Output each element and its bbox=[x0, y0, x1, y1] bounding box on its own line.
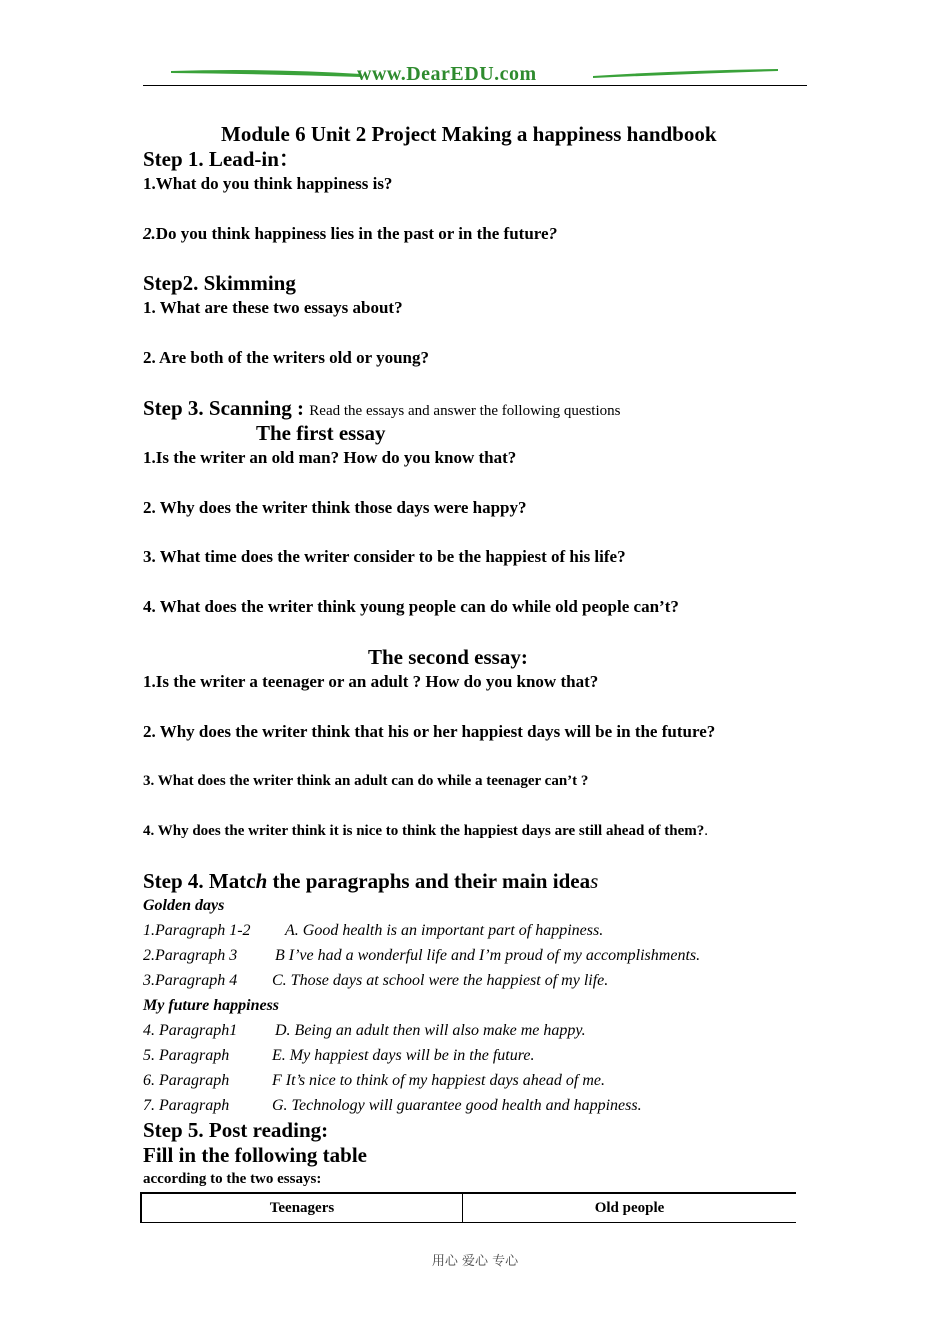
step2-heading: Step2. Skimming bbox=[143, 271, 296, 295]
step1-heading: Step 1. Lead-in： bbox=[143, 147, 300, 171]
step4-heading-part-c: the paragraphs and their main idea bbox=[267, 869, 591, 893]
match-row-paragraph: 4. Paragraph1 bbox=[143, 1022, 238, 1039]
match-group-future-happiness: My future happiness bbox=[143, 997, 280, 1014]
first-essay-question-1: 1.Is the writer an old man? How do you know that? bbox=[143, 448, 517, 467]
q2-text: Do you think happiness lies in the past or in the future bbox=[155, 224, 549, 243]
step4-heading-part-a: Step 4. Matc bbox=[143, 869, 256, 893]
table-header-old-people: Old people bbox=[594, 1199, 665, 1216]
second-essay-q4-period: . bbox=[704, 823, 709, 839]
match-row-idea: B I’ve had a wonderful life and I’m proud of my accomplishments. bbox=[275, 947, 701, 964]
step4-heading bbox=[143, 871, 598, 892]
second-essay-question-4: 4. Why does the writer think it is nice to think the happiest days are still ahead of them? bbox=[143, 823, 705, 839]
match-row-idea: F It’s nice to think of my happiest days ahead of me. bbox=[272, 1072, 605, 1089]
match-row-idea: C. Those days at school were the happiest of my life. bbox=[272, 972, 609, 989]
match-row bbox=[143, 972, 609, 989]
match-row-paragraph: 5. Paragraph bbox=[143, 1047, 230, 1064]
fill-in-table bbox=[140, 1192, 796, 1223]
match-row-paragraph: 2.Paragraph 3 bbox=[143, 947, 238, 964]
table-header-teenagers: Teenagers bbox=[142, 1194, 463, 1222]
match-row-paragraph: 7. Paragraph bbox=[143, 1097, 230, 1114]
header-banner bbox=[143, 60, 807, 90]
step5-heading: Step 5. Post reading: bbox=[143, 1118, 329, 1142]
right-swoosh-icon bbox=[593, 68, 778, 78]
left-swoosh-icon bbox=[171, 68, 361, 78]
step3-instruction: Read the essays and answer the following questions bbox=[309, 403, 621, 419]
first-essay-question-2: 2. Why does the writer think those days were happy? bbox=[143, 498, 527, 517]
match-row-paragraph: 6. Paragraph bbox=[143, 1072, 230, 1089]
match-row-paragraph: 1.Paragraph 1-2 bbox=[143, 922, 251, 939]
match-row bbox=[143, 1072, 605, 1089]
step2-question-2: 2. Are both of the writers old or young? bbox=[143, 348, 430, 367]
step1-question-2 bbox=[143, 225, 557, 242]
match-row bbox=[143, 947, 701, 964]
match-row-idea: A. Good health is an important part of happiness. bbox=[285, 922, 604, 939]
step2-question-1: 1. What are these two essays about? bbox=[143, 298, 403, 317]
page-title: Module 6 Unit 2 Project Making a happiness handbook bbox=[221, 122, 717, 146]
page-footer: 用心 爱心 专心 bbox=[431, 1254, 519, 1269]
brand-logo-text: www.DearEDU.com bbox=[357, 63, 537, 85]
step4-heading-part-d: s bbox=[590, 869, 599, 893]
step5-note: according to the two essays: bbox=[143, 1171, 322, 1187]
step4-heading-part-b: h bbox=[255, 869, 268, 893]
match-row bbox=[143, 1047, 535, 1064]
second-essay-question-1: 1.Is the writer a teenager or an adult ? How do you know that? bbox=[143, 672, 599, 691]
q2-number: 2. bbox=[143, 224, 156, 243]
first-essay-question-4: 4. What does the writer think young people can do while old people can’t? bbox=[143, 597, 679, 616]
match-row bbox=[143, 1022, 586, 1039]
second-essay-heading: The second essay: bbox=[368, 645, 528, 669]
header-rule bbox=[143, 85, 807, 86]
step3-heading-line bbox=[143, 398, 620, 419]
second-essay-question-4-line bbox=[143, 824, 708, 839]
step1-question-1: 1.What do you think happiness is? bbox=[143, 174, 393, 193]
second-essay-question-3: 3. What does the writer think an adult can do while a teenager can’t ? bbox=[143, 773, 589, 789]
match-row-idea: G. Technology will guarantee good health and happiness. bbox=[272, 1097, 642, 1114]
first-essay-heading: The first essay bbox=[256, 421, 386, 445]
match-row-paragraph: 3.Paragraph 4 bbox=[143, 972, 238, 989]
match-row-idea: D. Being an adult then will also make me happy. bbox=[275, 1022, 586, 1039]
q2-mark: ? bbox=[548, 224, 558, 243]
step5-subheading: Fill in the following table bbox=[143, 1143, 368, 1167]
second-essay-question-2: 2. Why does the writer think that his or her happiest days will be in the future? bbox=[143, 722, 716, 741]
match-group-golden-days: Golden days bbox=[143, 897, 225, 914]
first-essay-question-3: 3. What time does the writer consider to be the happiest of his life? bbox=[143, 547, 626, 566]
match-row bbox=[143, 922, 604, 939]
match-row-idea: E. My happiest days will be in the future. bbox=[272, 1047, 535, 1064]
match-row bbox=[143, 1097, 642, 1114]
step3-heading: Step 3. Scanning : bbox=[143, 396, 310, 420]
